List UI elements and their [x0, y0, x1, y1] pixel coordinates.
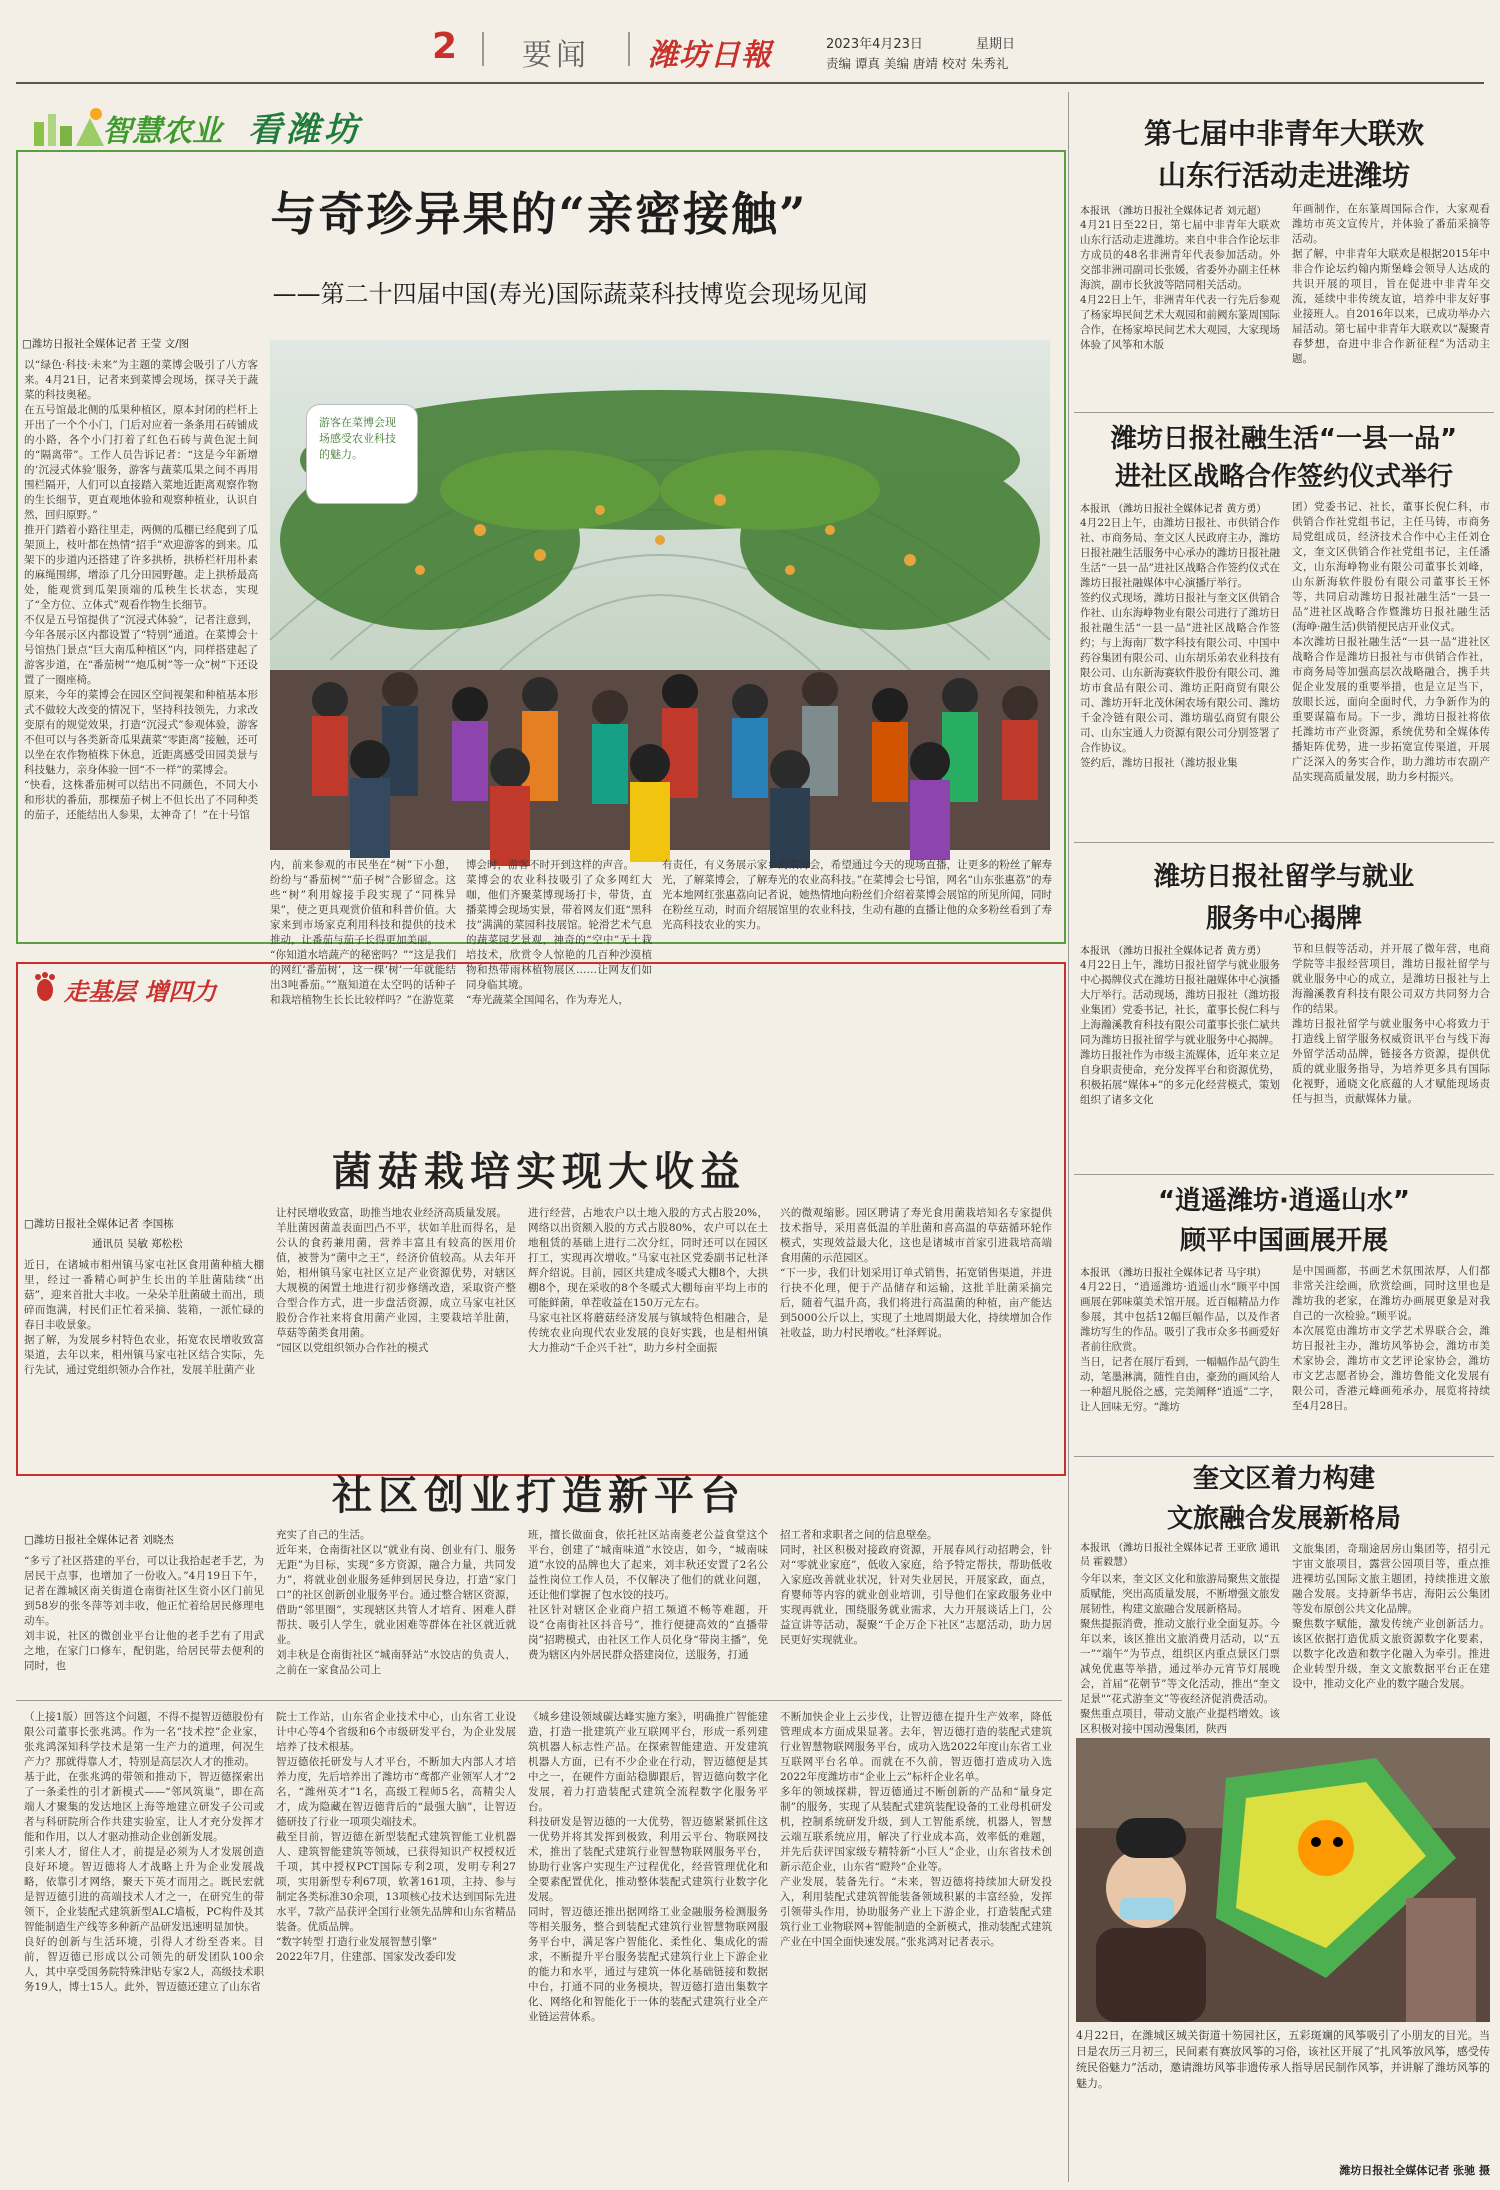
a1-byline: 本报讯 （潍坊日报社全媒体记者 刘元超）	[1080, 206, 1267, 217]
jcl-col-1: 近日，在诸城市相州镇马家屯社区食用菌种植大棚里，经过一番精心呵护生长出的羊肚菌陆续“出菇”，迎来首批大丰收。一朵朵羊肚菌破土而出，琐碎而饱满，村民们正忙着采摘、装箱，一派忙碌的春日丰收景象。 据了解，为发展乡村特色农业，拓宽农民增收致富渠道，去年以来，相州镇马家屯社区结合实际，先行先试，通过党组织领办合作社，发展羊肚菌产业	[24, 1259, 264, 1376]
lower-col-2: 院士工作站，山东省企业技术中心，山东省工业设计中心等4个省级和6个市级研发平台，为企业发展培养了技术根基。 智迈德依托研发与人才平台，不断加大内部人才培养力度，先后培养出了潍坊市“鸢都产业领军人才”2名，“潍州英才”1名，高级工程师5名，高精尖人才，成为隐藏在智迈德背后的“最强大脑”，让智迈德研技了行业一项项尖端技术。 截至目前，智迈德在新型装配式建筑智能工业机器人、建筑智能建筑等领域，已获得知识产权授权近千项，其中授权PCT国际专利2项，发明专利27项，实用新型专利67项，软著161项，主持、参与制定各类标准30余项，13项核心技术达到国际先进水平，7款产品获评全国行业领先品牌和山东省精品装备。优质品牌。 “数字转型 打造行业发展智慧引擎” 2022年7月，住建部、国家发改委印发	[276, 1711, 516, 1963]
header-divider	[482, 32, 484, 66]
a1-col-1: 4月21日至22日，第七届中非青年大联欢山东行活动走进潍坊。来自中非合作论坛非方成员的48名非洲青年代表参加活动。外交部非洲司副司长张媛，省委外办副主任林海滨，副市长狄波等陪同相关活动。 4月22日上午，非洲青年代表一行先后参观了杨家埠民间艺术大观园和前阙东篆周国际合作，在杨家埠民间艺术大观园，大家现场体验了风筝和木版	[1080, 219, 1280, 351]
a3-col-2: 节和旦假等活动，并开展了微年营，电商学院等丰报经营项目，潍坊日报社留学与就业服务中心的成立，是潍坊日报社与上海瀚溪教育科技有限公司双方共同努力合作的结果。 潍坊日报社留学与就业服务中心将致力于打造线上留学服务权威资讯平台与线下海外留学活动品牌，链接各方资源，提供优质的就业服务指导，为培养更多具有国际化视野，通晓文化底蕴的人才赋能现场责任与担当，贡献媒体力量。	[1292, 943, 1490, 1105]
page-number: 2	[432, 26, 458, 67]
a3-title-2: 服务中心揭牌	[1205, 904, 1362, 934]
editor-credits: 责编 谭真 美编 唐靖 校对 朱秀礼	[826, 56, 1009, 71]
a5-col-2: 文旅集团，奇瑞途居房山集团等，招引元宇宙文旅项目，露营公园项目等，重点推进裸坊弘国际文旅主题团，持续推进文旅融合发展。支持新华书店，海阳云公集团等发布原创公共文化品牌。 聚焦数字赋能，激发传统产业创新活力。该区依据打造优质文旅资源数字化要素，以数字化改造和数字化融入为牵引。推进企业转型升级，奎文文旅数据平台正在建设中，推动文化产业的数字融合发展。	[1292, 1543, 1490, 1690]
a3-byline: 本报讯 （潍坊日报社全媒体记者 黄方勇）	[1080, 946, 1267, 957]
issue-date: 2023年4月23日	[826, 37, 923, 52]
a4-byline: 本报讯 （潍坊日报社全媒体记者 马宇琪）	[1080, 1268, 1267, 1279]
a5-col-1: 今年以来，奎文区文化和旅游局聚焦文旅提质赋能，突出高质量发展，不断增强文旅发展韧性，构建文旅融合发展新格局。 聚焦提振消费，推动文旅行业全面复苏。今年以来，该区推出文旅消费月活动，以“五一”“端午”为节点，组织区内重点景区门票减免优惠等举措，通过举办元宵节灯展晚会，首届“花朝节”等文化活动，推出“奎文足景"“花式游奎文”等夜经济促消费活动。 聚焦重点项目，带动文旅产业提档增效。该区积极对接中国动漫集团，陕西	[1080, 1573, 1280, 1735]
section-banner	[30, 100, 450, 150]
a1-title-1: 第七届中非青年大联欢	[1143, 117, 1424, 150]
lower-col-1: （上接1版）回答这个问题，不得不提智迈德股份有限公司董事长张兆鸿。作为一名“技术控”企业家，张兆鸿深知科学技术是第一生产力的道理，何况生产力？那就得靠人才，特别是高层次人才的推动。 基于此，在张兆鸿的带领和推动下，智迈德探索出了一条柔性的引才新模式——“邻风筑巢”，即在高端人才聚集的发达地区上海等地建立研发子公司或者与科研院所合作共建实验室，让人才充分发挥才能和作用，以人才驱动推动企业创新发展。 引来人才，留住人才，前提是必须为人才发展创造良好环境。智迈德将人才战略上升为企业发展战略，依靠引才网络，聚天下英才而用之。既民宏就是智迈德引进的高端技术人才之一，在研究生的带领下，企业装配式建筑新型ALC墙板，PC构件及其智能制造生产线等多种新产品研发迅速明显加快。 良好的创新与生活环境，引得人才纷至沓来。目前，智迈德已形成以公司领先的研发团队100余人，其中享受国务院特殊津贴专家2人，高级技术职务19人，博士15人。此外，智迈德还建立了山东省	[24, 1711, 264, 1993]
feature-byline: □潍坊日报社全媒体记者 王莹 文/图	[22, 338, 190, 350]
feature-title: 与奇珍异果的“亲密接触”	[270, 187, 808, 241]
lower-col-4: 不断加快企业上云步伐，让智迈德在提升生产效率，降低管理成本方面成果显著。去年，智迈德打造的装配式建筑行业智慧物联网服务平台，成功入选2022年度山东省工业互联网平台名单。而就在不久前，智迈德打造成功入选2022年度潍坊市“企业上云”标杆企业名单。 多年的领域探耕，智迈德通过不断创新的产品和“量身定制”的服务，实现了从装配式建筑装配设备的工业母机研发机，控制系统研发升级，到人工智能系统，机器人，智慧云端互联系统应用，解决了行业成本高，效率低的难题，并先后获评国家级专精特新“小巨人”企业，山东省技术创新示范企业，山东省“瞪羚”企业等。 产业发展，装备先行。“未来，智迈德将持续加大研发投入，利用装配式建筑智能装备领域积累的丰富经验，发挥引领带头作用，协助服务产业上下游企业，打造装配式建筑行业工业物联网+智能制造的全新模式，推动装配式建筑产业在中国全面快速发展。”张兆鸿对记者表示。	[780, 1711, 1052, 1948]
community-col-1: “多亏了社区搭建的平台，可以让我拾起老手艺，为居民干点事，也增加了一份收入。”4月19日下午，记者在潍城区南关街道仓南街社区生资小区门前见到58岁的张冬萍等刘丰收，他正忙着给居民修理电动车。 刘丰说，社区的微创业平台让他的老手艺有了用武之地，在家门口修车，配钥匙，给居民带去便利的同时，也	[24, 1555, 264, 1672]
footprint-icon	[30, 972, 60, 1002]
jcl-byline-2: 通讯员 吴敏 郑松松	[92, 1238, 183, 1250]
jcl-banner	[30, 966, 240, 1006]
header-divider	[628, 32, 630, 66]
right-rule	[1074, 412, 1494, 413]
right-rule	[1074, 1456, 1494, 1457]
paper-name-logo: 潍坊日報	[648, 38, 772, 73]
farm-skyline-icon	[30, 104, 110, 148]
community-col-4: 招工者和求职者之间的信息壁垒。 同时，社区积极对接政府资源，开展春风行动招聘会，针对“零就业家庭”，低收入家庭，给予特定帮扶，帮助低收入家庭改善就业状况，针对失业居民，开展家政，面点，育婴师等内容的就业创业培训，引导他们在家政服务业中实现再就业，围绕服务就业需求，大力开展谈话上门，公益宣讲等活动，凝聚“千企万企下社区”志愿活动，助力居民更好实现就业。	[780, 1529, 1052, 1646]
photo-caption: 游客在菜博会现场感受农业科技的魅力。	[319, 416, 396, 461]
page-header	[0, 0, 1500, 78]
a2-col-2: 团）党委书记、社长，董事长倪仁科，市供销合作社党组书记，主任马铸，市商务局党组成员，经济技术合作中心主任刘仓文，奎文区供销合作社党组书记，主任潘文，山东海峥物业有限公司董事长刘峰，山东新海软件股份有限公司董事长王怀等，共同启动潍坊日报社融生活“一县一品”进社区战略合作暨潍坊日报社融生活(海峥·融生活)供销便民店开业仪式。 本次潍坊日报社融生活“一县一品”进社区战略合作是潍坊日报社与市供销合作社，市商务局等加强高层次战略融合，携手共促企业发展的重要举措，也是立足当下，放眼长远，面向全面时代，力争新作为的重要谋篇布局。下一步，潍坊日报社将依托潍坊市产业资源，系统优势和全媒体传播矩阵优势，进一步拓宽宣传渠道，开展广泛深入的务实合作，助力潍坊市农副产品实现高质量发展，助力乡村振兴。	[1292, 501, 1490, 783]
a1-title-2: 山东行活动走进潍坊	[1157, 159, 1410, 192]
lower-rule	[16, 1700, 1062, 1701]
community-title: 社区创业打造新平台	[332, 1473, 746, 1519]
jcl-col-3: 进行经营，占地农户以土地入股的方式占股20%，网络以出资额入股的方式占股80%，农户可以在土地租赁的基础上进行二次分红，同时还可以在园区打工，实现再次增收。”马家屯社区党委副书记杜泽辉介绍说。目前，园区共建成冬暖式大棚8个，大拱棚8个，现在采收的8个冬暖式大棚每亩平均上市的可能鲜菌，单茬收益在150万元左右。 马家屯社区将蘑菇经济发展与镇域特色相融合，是传统农业向现代农业发展的良好实践，也是相州镇大力推动“千企兴千社”，助力乡村全面振	[528, 1207, 768, 1354]
feature-subtitle: ——第二十四届中国(寿光)国际蔬菜科技博览会现场见闻	[272, 280, 868, 308]
kite-photo-credit: 潍坊日报社全媒体记者 张驰 摄	[1339, 2164, 1490, 2177]
a2-title-2: 进社区战略合作签约仪式举行	[1114, 462, 1453, 492]
jcl-col-2: 让村民增收致富，助推当地农业经济高质量发展。 羊肚菌因菌盖表面凹凸不平，状如羊肚而得名，是公认的食药兼用菌，营养丰富且有较高的医用价值，被誉为“菌中之王”，经济价值较高。从去年开始，相州镇马家屯社区立足产业资源优势，对辖区大规模的闲置土地进行初步修缮改造，采取资产整合型合作方式，进一步盘活资源，成立马家屯社区股份合作社来将食用菌产业园，主要栽培羊肚菌，草菇等菌类食用菌。 “园区以党组织领办合作社的模式	[276, 1207, 516, 1354]
a5-title-1: 奎文区着力构建	[1192, 1464, 1375, 1494]
community-col-2: 充实了自己的生活。 近年来，仓南街社区以“就业有岗、创业有门、服务无距”为目标，实现“多方资源，融合力量，共同发力”，将就业创业服务延伸到居民身边，打造“家门口”的社区创新创业服务平台。通过整合辖区资源，借助“邻里圈”，实现辖区共管人才培育、困难人群帮扶、吸引人学生，就业困难等群体在社区就近就业。 刘丰秋是仓南街社区“城南驿站”水饺店的负责人，之前在一家食品公司上	[276, 1529, 516, 1676]
feature-col-1: 以“绿色·科技·未来”为主题的菜博会吸引了八方客来。4月21日，记者来到菜博会现场，探寻关于蔬菜的科技奥秘。 在五号馆最北侧的瓜果种植区，原本封闭的栏杆上开出了一个个小门，门后对应着一条条用石砖铺成的小路，各个小门打着了红色石砖与黄色泥土间的“隔离带”。工作人员告诉记者：“这是今年新增的‘沉浸式体验’服务，游客与蔬菜瓜果之间不再用围栏隔开，人们可以直接踏入菜地近距离观察作物的生长细节，更直观地体验和观察种植业，认识自然，回归原野。” 推开门踏着小路往里走，两侧的瓜棚已经爬到了瓜架顶上，枝叶都在热情“招手”欢迎游客的到来。瓜架下的步道内还搭建了许多拱桥，拱桥栏杆用朴素的麻绳围绑，增添了几分田园野趣。走上拱桥最高处，能观赏到瓜架顶端的瓜秧生长状态，实现了“全方位、立体式”观看作物生长细节。 不仅是五号馆提供了“沉浸式体验”，记者注意到，今年各展示区内都设置了“特别”通道。在菜博会十号馆热门景点“巨大南瓜种植区”内，同样搭建起了游客步道，在“番茄树”“炮瓜树”等一众“树”下还设置了一圈座椅。 原来，今年的菜博会在园区空间视架和种植基本形式不做较大改变的情况下，坚持科技领先，力求改变原有的规觉效果，打造“沉浸式”参观体验，游客不但可以与各类新奇瓜果蔬菜“零距离”接触，还可以坐在农作物植株下休息，近距离感受田园美景与科技魅力，亲身体验一回“不一样”的菜博会。 “快看，这株番茄树可以结出不同颜色，不同大小和形状的番茄，那棵茄子树上不但长出了不同种类的茄子，还能结出人参果，太神奇了！”在十号馆	[24, 359, 258, 821]
a5-byline: 本报讯 （潍坊日报社全媒体记者 王亚欣 通讯员 霍毅慧）	[1080, 1543, 1280, 1568]
a4-title-1: “逍遥潍坊·逍遥山水”	[1157, 1186, 1411, 1216]
a2-title-1: 潍坊日报社融生活“一县一品”	[1110, 424, 1458, 454]
a3-title-1: 潍坊日报社留学与就业	[1153, 862, 1414, 892]
kite-photo	[1076, 1738, 1490, 2022]
right-column-divider	[1068, 92, 1069, 2182]
feature-col-3: 博会时，游客不时开到这样的声音。 菜博会的农业科技吸引了众多网红大咖，他们齐聚菜博现场打卡，带货，直播菜博会现场实景，带着网友们逛“黑科技”满满的菜园科技展馆。轮滑艺术气息的蔬菜园艺景观，神奇的“空中”无土栽培技术，欣赏令人惊艳的几百种沙漠植物和热带雨林植物展区……让网友们如同身临其境。 “寿光蔬菜全国闻名，作为寿光人，	[466, 859, 652, 1006]
a2-byline: 本报讯 （潍坊日报社全媒体记者 黄方勇）	[1080, 504, 1267, 515]
feature-col-4: 有责任，有义务展示家乡的菜博会，希望通过今天的现场直播，让更多的粉丝了解寿光，了解菜博会，了解寿光的农业高科技。”在菜博会七号馆，网名“山东张惠荔”的寿光本地网红张惠荔向记者说，她热情地向粉丝们介绍着菜博会展馆的所见所闻，同时在粉丝互动，时而介绍展馆里的农业科技，生动有趣的直播让他的众多粉丝看到了寿光高科技农业的实力。	[662, 859, 1052, 931]
a4-col-1: 4月22日，“逍遥潍坊·逍遥山水”顾平中国画展在郭味蕖美术馆开展。近百幅精品力作参展，其中包括12幅巨幅作品，以及作者潍坊写生的作品。吸引了我市众多书画爱好者前往欣赏。 当日，记者在展厅看到，一幅幅作品气韵生动，笔墨淋漓，随性自由，豪劲的画风给人一种超凡脱俗之感，完美阐释“逍遥”二字，让人回味无穷。“潍坊	[1080, 1281, 1280, 1413]
right-rule	[1074, 842, 1494, 843]
jcl-byline-1: □潍坊日报社全媒体记者 李国栋	[24, 1218, 174, 1230]
lower-col-3: 《城乡建设领域碳达峰实施方案》，明确推广智能建造，打造一批建筑产业互联网平台，形成一系列建筑机器人标志性产品。在探索智能建造、开发建筑机器人方面，已有不少企业在行动，智迈德便是其中之一，在硬件方面站稳脚跟后，智迈德向数字化发展，着力打造装配式建筑全流程数字化服务平台。 科技研发是智迈德的一大优势，智迈德紧紧抓住这一优势并将其发挥到极致，利用云平台、物联网技术，推出了装配式建筑行业智慧物联网服务平台，协助行业客户实现生产过程优化，经营管理优化和全要素配置优化，推动整体装配式建筑行业数字化发展。 同时，智迈德还推出据网络工业金融服务检测服务等相关服务，整合到装配式建筑行业智慧物联网服务平台中，满足客户智能化、柔性化、集成化的需求，不断提升平台服务装配式建筑行业上下游企业的能力和水平，通过与建筑一体化基础链接和数据中台，打通不同的业务模块，智迈德打造出集数字化、网络化和智能化于一体的装配式建筑行业全产业链运营体系。	[528, 1711, 768, 2023]
photo-caption-bubble	[306, 404, 418, 504]
a3-col-1: 4月22日上午，潍坊日报社留学与就业服务中心揭牌仪式在潍坊日报社融媒体中心演播大厅举行。活动现场，潍坊日报社（潍坊报业集团）党委书记，社长，董事长倪仁科与上海瀚溪教育科技有限公司董事长张仁斌共同为潍坊日报社留学与就业服务中心揭牌。 潍坊日报社作为市级主流媒体，近年来立足自身职责使命，充分发挥平台和资源优势，积极拓展“媒体+”的多元化经营模式，策划组织了诸多文化	[1080, 959, 1280, 1106]
feature-col-2: 内，前来参观的市民坐在“树”下小憩，纷纷与“番茄树”“茄子树”合影留念。这些“树”利用嫁接手段实现了“同株异果”，使之更具观赏价值和科普价值。大家来到市场家克利用科技和提供的技术推动，让番茄与茄子长得更加美丽。 “你知道水培蔬产的秘密吗？”“这是我们的网红‘番茄树’，这一棵‘树’一年就能结出3吨番茄。”“瓶知道在太空吗的话种子和栽培植物生长长比较样吗？”在游览菜	[270, 859, 456, 1006]
right-rule	[1074, 1174, 1494, 1175]
header-rule	[16, 82, 1484, 84]
a4-title-2: 顾平中国画展开展	[1179, 1226, 1388, 1256]
section-name: 要闻	[522, 38, 590, 73]
jcl-title: 菌菇栽培实现大收益	[332, 1149, 746, 1195]
kite-illustration	[1076, 1738, 1490, 2022]
a2-col-1: 4月22日上午，由潍坊日报社、市供销合作社、市商务局、奎文区人民政府主办，潍坊日报社融生活服务中心承办的潍坊日报社融生活“一县一品”进社区战略合作签约仪式在潍坊日报社融媒体中心演播厅举行。 签约仪式现场，潍坊日报社与奎文区供销合作社、山东海峥物业有限公司进行了潍坊日报社融生活“一县一品”进社区战略合作签约；与上海南厂数字科技有限公司、中国中药谷集团有限公司、山东胡乐弟农业科技有限公司、山东新海赛软件股份有限公司、潍坊市食品有限公司、潍坊正阳商贸有限公司、潍坊开轩北茂休闲农场有限公司、潍坊千金冷链有限公司、潍坊瑞弘商贸有限公司、山东宝通人力资源有限公司分别签署了合作协议。 签约后，潍坊日报社（潍坊报业集	[1080, 517, 1280, 769]
a4-col-2: 是中国画都，书画艺术氛围浓厚，人们都非常关注绘画，欣赏绘画，同时这里也是潍坊我的老家，在潍坊办画展更象是对我自己的一次检验。”顾平说。 本次展览由潍坊市文学艺术界联合会，潍坊日报社主办，潍坊风筝协会，潍坊市美术家协会，潍坊市文艺评论家协会，潍坊市文艺志愿者协会，潍坊鲁能文化发展有限公司，香港元峰画苑承办，展览将持续至4月28日。	[1292, 1265, 1490, 1412]
a5-title-2: 文旅融合发展新格局	[1166, 1504, 1401, 1534]
banner-text-b: 看潍坊	[248, 110, 362, 150]
banner-text-a: 智慧农业	[102, 114, 222, 149]
issue-weekday: 星期日	[976, 37, 1016, 52]
jcl-banner-text: 走基层 增四力	[64, 978, 217, 1006]
community-col-3: 班，擅长做面食，依托社区站南菱老公益食堂这个平台，创建了“城南味道”水饺店，如今，“城南味道”水饺的品牌也大了起来，刘丰秋还安置了2名公益性岗位工作人员，不仅解决了他们的就业问题，还让他们掌握了包水饺的技巧。 社区针对辖区企业商户招工频道不畅等难题，开设“仓南街社区抖音号”，推行便捷高效的“直播带岗”招聘模式，由社区工作人员化身“带岗主播”，免费为辖区内外居民群众搭建岗位，送服务，打通	[528, 1529, 768, 1661]
a1-col-2: 年画制作，在东篆周国际合作，大家观看潍坊市英文宣传片，并体验了番茄采摘等活动。 据了解，中非青年大联欢是根据2015年中非合作论坛约翰内斯堡峰会领导人达成的共识开展的项目，旨在促进中非青年交流，延续中非传统友谊，培养中非友好事业接班人。自2016年以来，已成功举办六届活动。第七届中非青年大联欢以“凝聚青春梦想，奋进中非合作新征程”为活动主题。	[1292, 203, 1490, 365]
community-byline: □潍坊日报社全媒体记者 刘晓杰	[24, 1534, 174, 1546]
jcl-col-4: 兴的微观缩影。园区聘请了寿光食用菌栽培知名专家提供技术指导，采用喜低温的羊肚菌和喜高温的草菇循环轮作模式，实现效益最大化，这也是诸城市首家引进栽培高端食用菌的示范园区。 “下一步，我们计划采用订单式销售，拓宽销售渠道，并进行抉不化理，便于产品储存和运输，这批羊肚菌采摘完后，随着气温升高，我们将进行高温菌的种植，亩产能达到5000公斤以上，实现了土地周期最大化，持续增加合作社收益，助力村民增收。”杜泽辉说。	[780, 1207, 1052, 1339]
kite-photo-caption: 4月22日，在潍城区城关街道十笏园社区，五彩斑斓的风筝吸引了小朋友的目光。当日是农历三月初三，民间素有赛放风筝的习俗，该社区开展了“扎风筝放风筝，感受传统民俗魅力”活动，邀请潍坊风筝非遗传承人指导居民制作风筝，并讲解了潍坊风筝的魅力。	[1076, 2029, 1490, 2090]
